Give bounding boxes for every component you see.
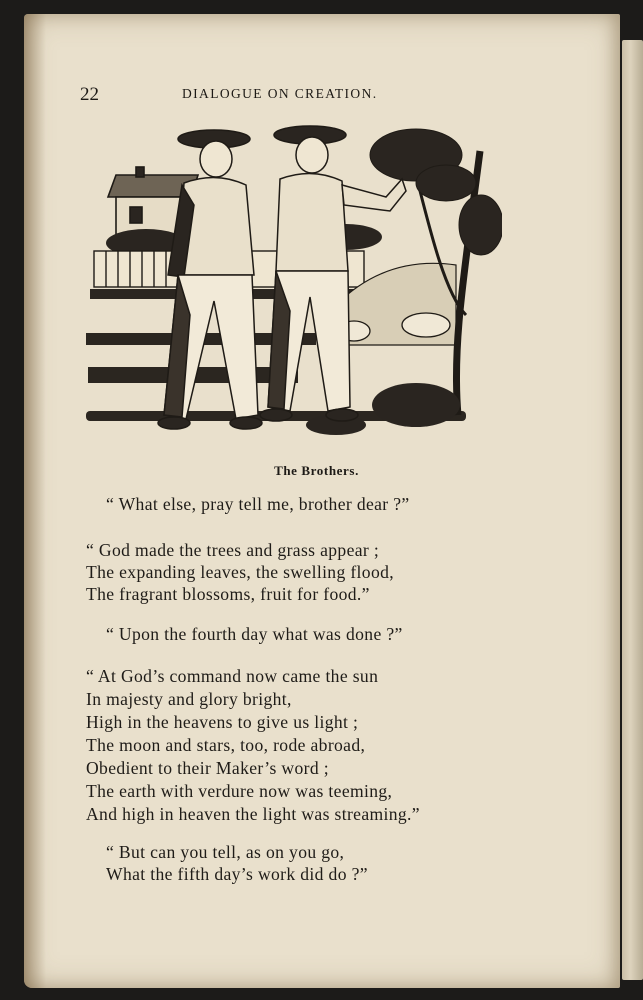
- poem-line: “ But can you tell, as on you go,: [106, 842, 345, 862]
- poem-line: The expanding leaves, the swelling flood,: [86, 562, 394, 582]
- poem-line: “ At God’s command now came the sun: [86, 666, 379, 686]
- poem-line: In majesty and glory bright,: [86, 689, 292, 709]
- poem-line: Obedient to their Maker’s word ;: [86, 758, 329, 778]
- poem-line: “ What else, pray tell me, brother dear ?”: [106, 494, 410, 514]
- woodcut-illustration: [86, 115, 502, 455]
- illustration-caption: The Brothers.: [274, 463, 359, 478]
- poem-line: The earth with verdure now was teeming,: [86, 781, 393, 801]
- poem-line: “ God made the trees and grass appear ;: [86, 540, 380, 560]
- page-edge: [622, 40, 643, 980]
- poem-line: The moon and stars, too, rode abroad,: [86, 735, 366, 755]
- poem-line: And high in heaven the light was streaming.”: [86, 804, 420, 824]
- poem-line: The fragrant blossoms, fruit for food.”: [86, 584, 370, 604]
- poem-line: “ Upon the fourth day what was done ?”: [106, 624, 403, 644]
- page-number: 22: [80, 84, 99, 105]
- poem-line: High in the heavens to give us light ;: [86, 712, 359, 732]
- running-head: DIALOGUE ON CREATION.: [182, 86, 378, 101]
- spine-shadow: [24, 14, 46, 988]
- poem-line: What the fifth day’s work did do ?”: [106, 864, 368, 884]
